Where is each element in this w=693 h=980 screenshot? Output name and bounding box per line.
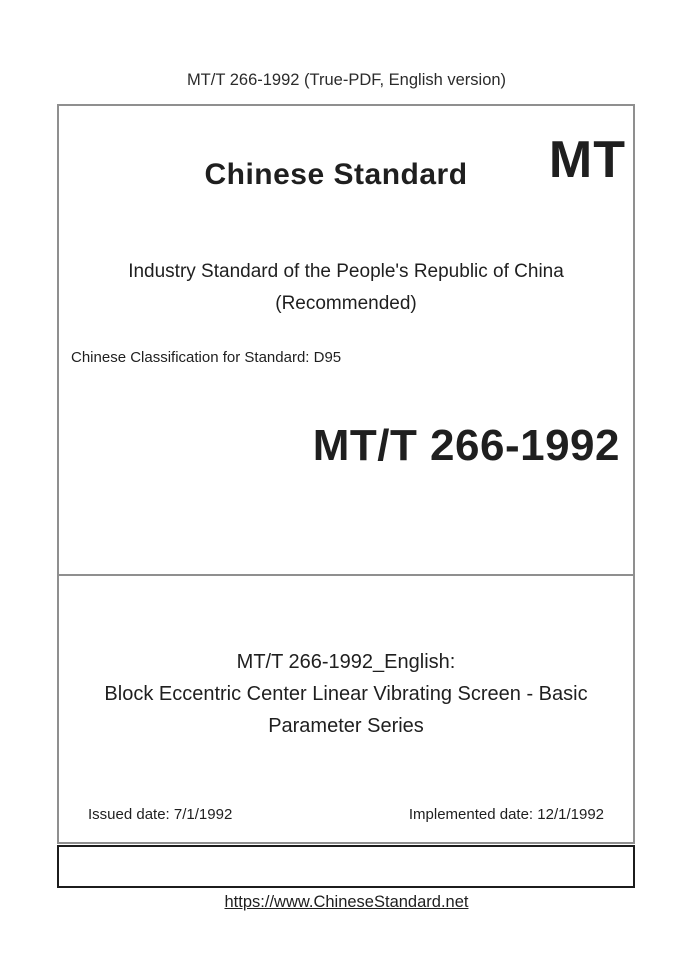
classification-label: Chinese Classification for Standard: D95 bbox=[71, 349, 342, 366]
standard-type bbox=[59, 256, 633, 320]
document-title-line3: Parameter Series bbox=[268, 715, 424, 737]
document-title-line1: MT/T 266-1992_English: bbox=[236, 651, 456, 673]
dates-row bbox=[59, 806, 633, 823]
document-title-line2: Block Eccentric Center Linear Vibrating Screen - Basic bbox=[104, 683, 588, 705]
implemented-date: Implemented date: 12/1/1992 bbox=[408, 806, 604, 823]
page-header-title: MT/T 266-1992 (True-PDF, English version) bbox=[186, 71, 507, 89]
brand-title: Chinese Standard bbox=[204, 158, 468, 191]
footer-link-container bbox=[0, 893, 693, 912]
footer-empty-box bbox=[57, 845, 635, 888]
cover-box bbox=[57, 104, 635, 844]
standard-type-line1: Industry Standard of the People's Republic of China bbox=[128, 261, 564, 282]
brand-code: MT bbox=[548, 131, 626, 189]
standard-type-line2: (Recommended) bbox=[275, 293, 417, 314]
footer-link[interactable]: https://www.ChineseStandard.net bbox=[224, 893, 469, 911]
document-title bbox=[59, 646, 633, 742]
standard-number: MT/T 266-1992 bbox=[312, 421, 620, 470]
section-divider bbox=[59, 574, 633, 576]
issued-date: Issued date: 7/1/1992 bbox=[88, 806, 233, 823]
